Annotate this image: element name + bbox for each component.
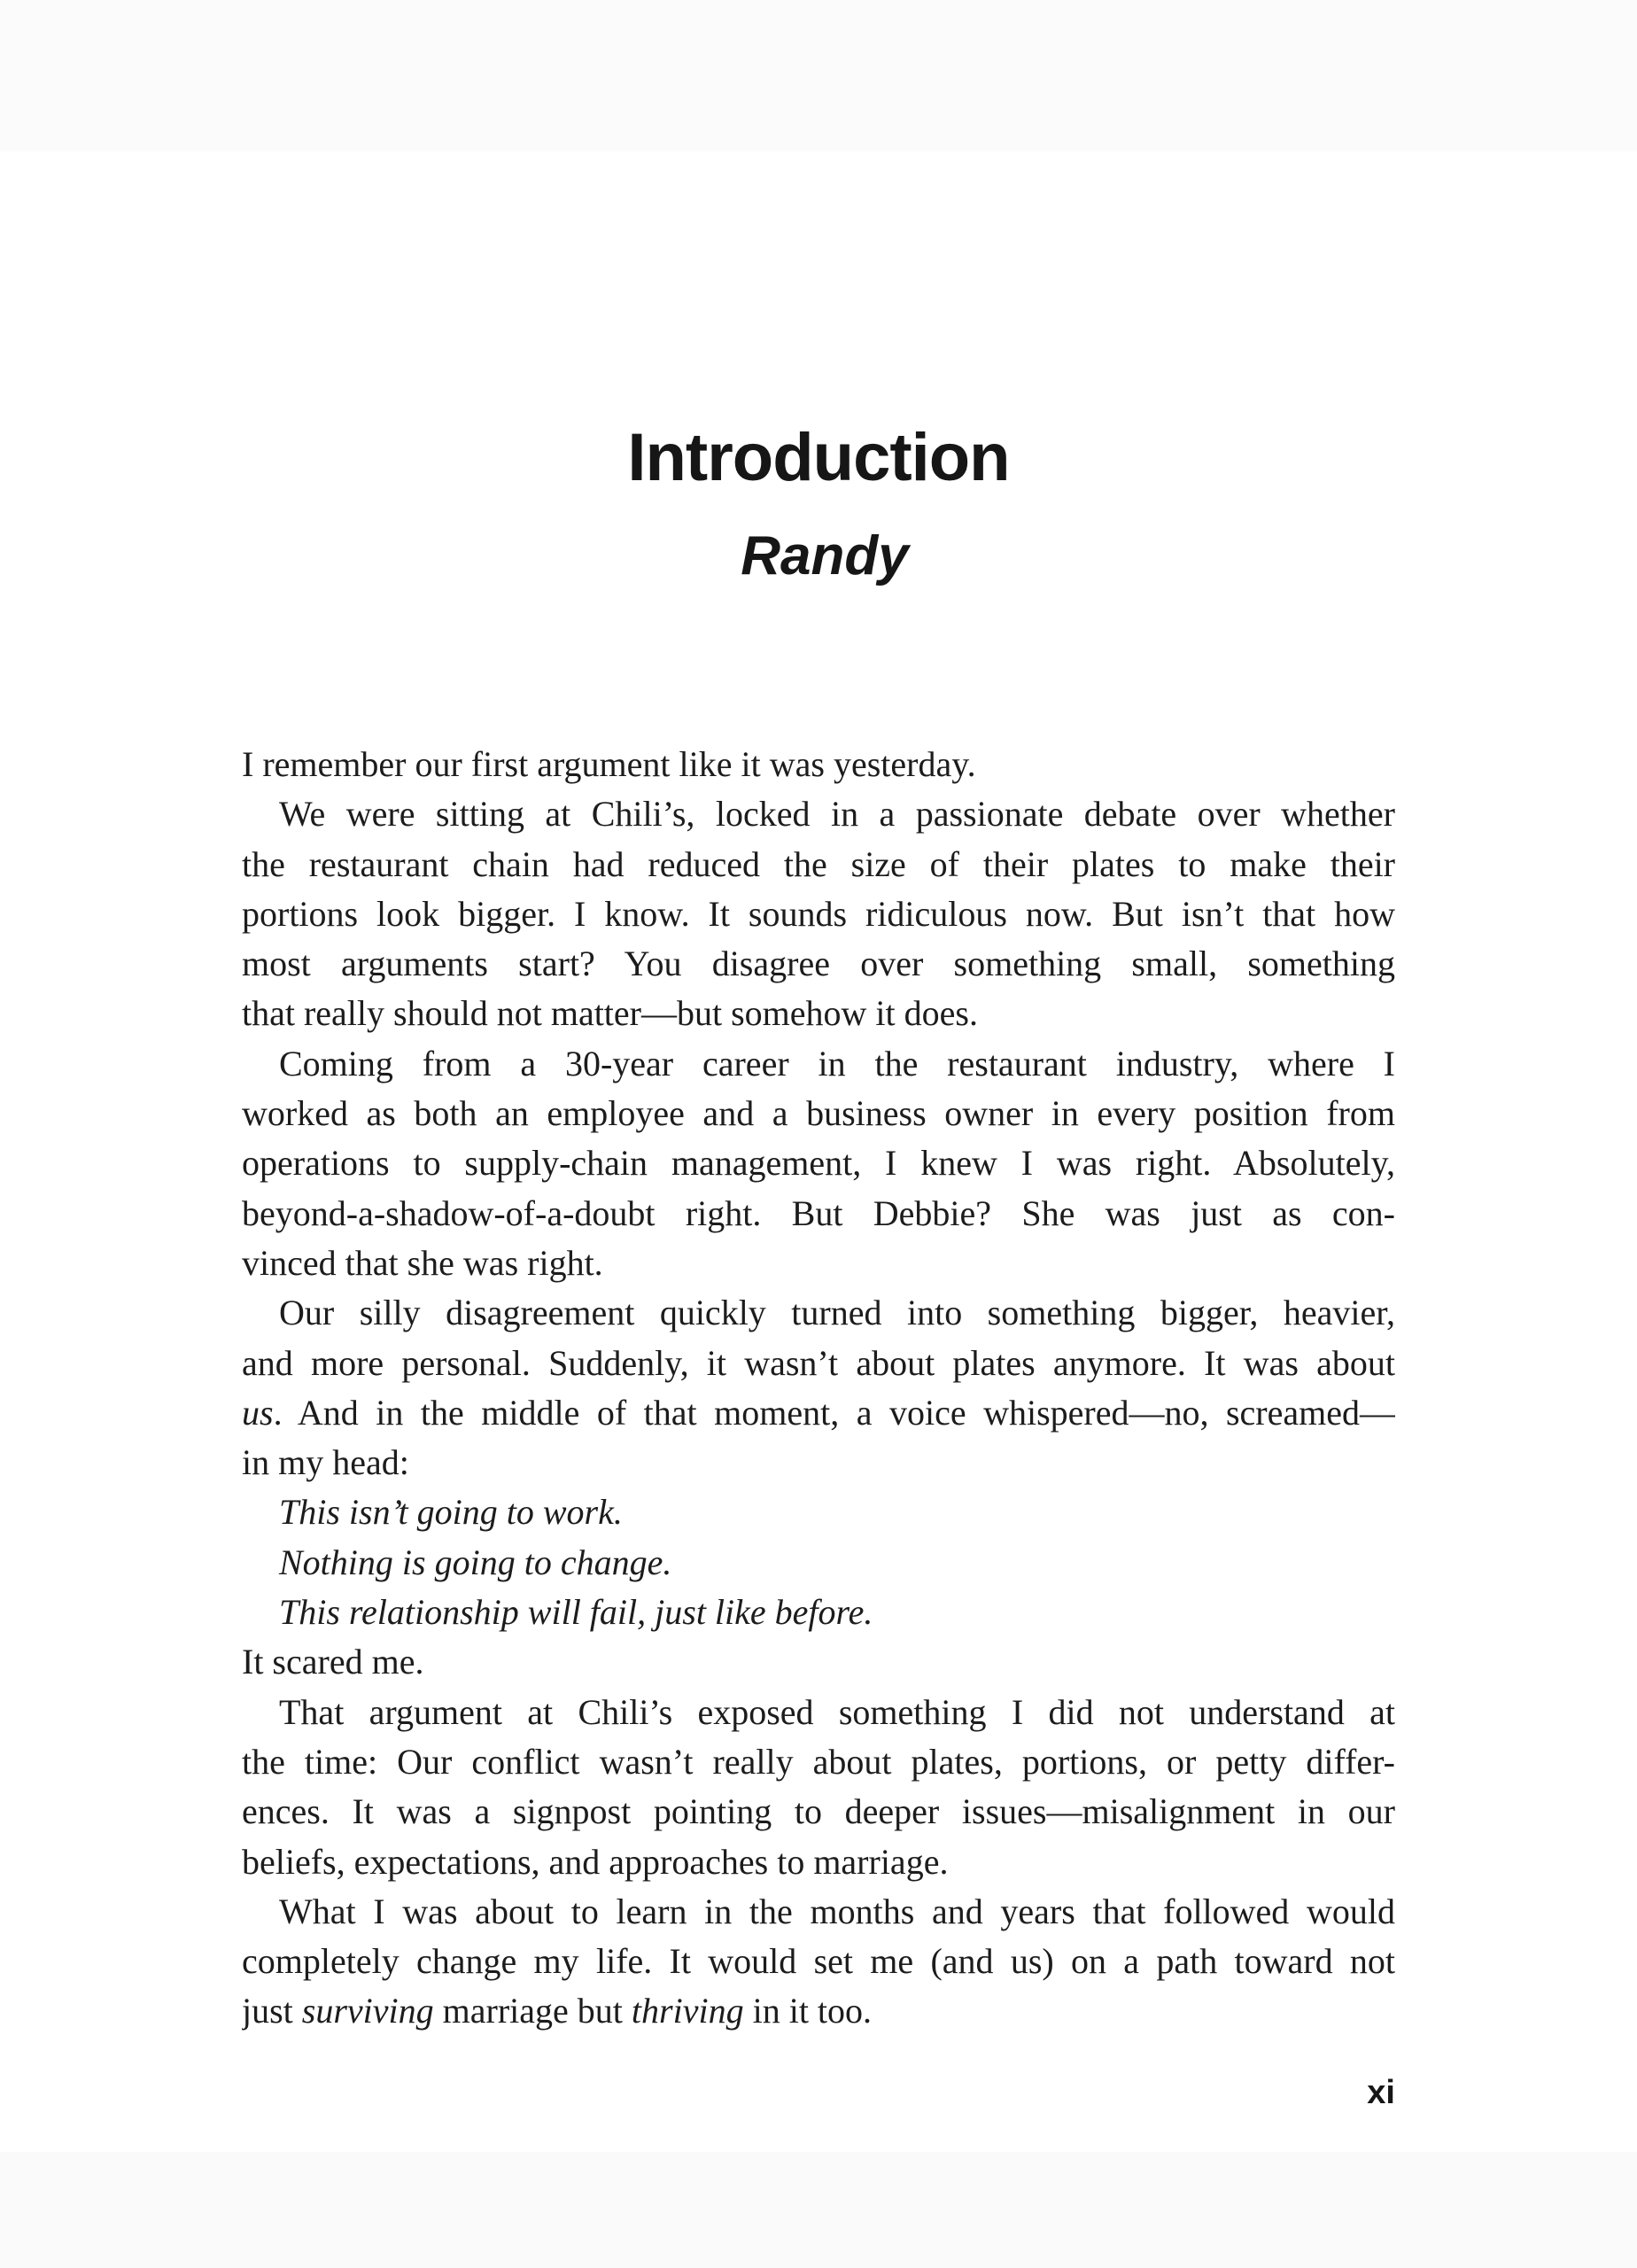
body-text: in it too. bbox=[743, 1991, 873, 2031]
body-line: the time: Our conflict wasn’t really about plates, portions, or petty differ- bbox=[242, 1741, 1395, 1782]
chapter-title: Introduction bbox=[627, 420, 1010, 495]
body-line: operations to supply-chain management, I knew I was right. Absolutely, bbox=[242, 1143, 1395, 1184]
body-line: Our silly disagreement quickly turned into something bigger, heavier, bbox=[279, 1293, 1395, 1333]
body-line: beyond-a-shadow-of-a-doubt right. But Debbie? She was just as con- bbox=[242, 1192, 1395, 1233]
emphasis-thriving: thriving bbox=[631, 1991, 744, 2031]
page-number: xi bbox=[1367, 2074, 1395, 2111]
body-line: worked as both an employee and a business owner in every position from bbox=[242, 1093, 1395, 1134]
italic-thought-line: This isn’t going to work. bbox=[279, 1492, 623, 1533]
body-text: just bbox=[242, 1991, 302, 2031]
top-margin-band bbox=[0, 0, 1637, 151]
body-line: and more personal. Suddenly, it wasn’t about plates anymore. It was about bbox=[242, 1342, 1395, 1383]
body-line: in my head: bbox=[242, 1442, 409, 1483]
body-line: vinced that she was right. bbox=[242, 1242, 603, 1283]
body-line: It scared me. bbox=[242, 1642, 424, 1682]
body-line: What I was about to learn in the months and years that followed would bbox=[279, 1891, 1395, 1931]
body-line: ences. It was a signpost pointing to deeper issues—misalignment in our bbox=[242, 1791, 1395, 1832]
body-line bbox=[242, 1986, 1395, 2036]
body-line-rest: . And in the middle of that moment, a voice whispered—no, screamed— bbox=[273, 1392, 1395, 1433]
chapter-author: Randy bbox=[741, 525, 909, 586]
body-line: Coming from a 30-year career in the restaurant industry, where I bbox=[279, 1043, 1395, 1084]
body-line: the restaurant chain had reduced the size of their plates to make their bbox=[242, 843, 1395, 884]
emphasis-us: us bbox=[242, 1392, 274, 1433]
body-line bbox=[242, 1388, 1395, 1438]
body-line: most arguments start? You disagree over something small, something bbox=[242, 944, 1395, 984]
body-line: That argument at Chili’s exposed something I did not understand at bbox=[279, 1691, 1395, 1732]
body-line: portions look bigger. I know. It sounds ridiculous now. But isn’t that how bbox=[242, 893, 1395, 934]
body-line: We were sitting at Chili’s, locked in a passionate debate over whether bbox=[279, 794, 1395, 835]
italic-thought-line: Nothing is going to change. bbox=[279, 1542, 672, 1582]
body-text: marriage but bbox=[433, 1991, 632, 2031]
body-line: that really should not matter—but somehow it does. bbox=[242, 993, 978, 1034]
body-line: I remember our first argument like it was yesterday. bbox=[242, 744, 976, 784]
body-line: beliefs, expectations, and approaches to marriage. bbox=[242, 1841, 949, 1882]
body-line: completely change my life. It would set me (and us) on a path toward not bbox=[242, 1941, 1395, 1982]
emphasis-surviving: surviving bbox=[301, 1991, 434, 2031]
italic-thought-line: This relationship will fail, just like before. bbox=[279, 1592, 873, 1633]
chapter-body bbox=[242, 740, 1395, 2037]
bottom-margin-band bbox=[0, 2152, 1637, 2268]
